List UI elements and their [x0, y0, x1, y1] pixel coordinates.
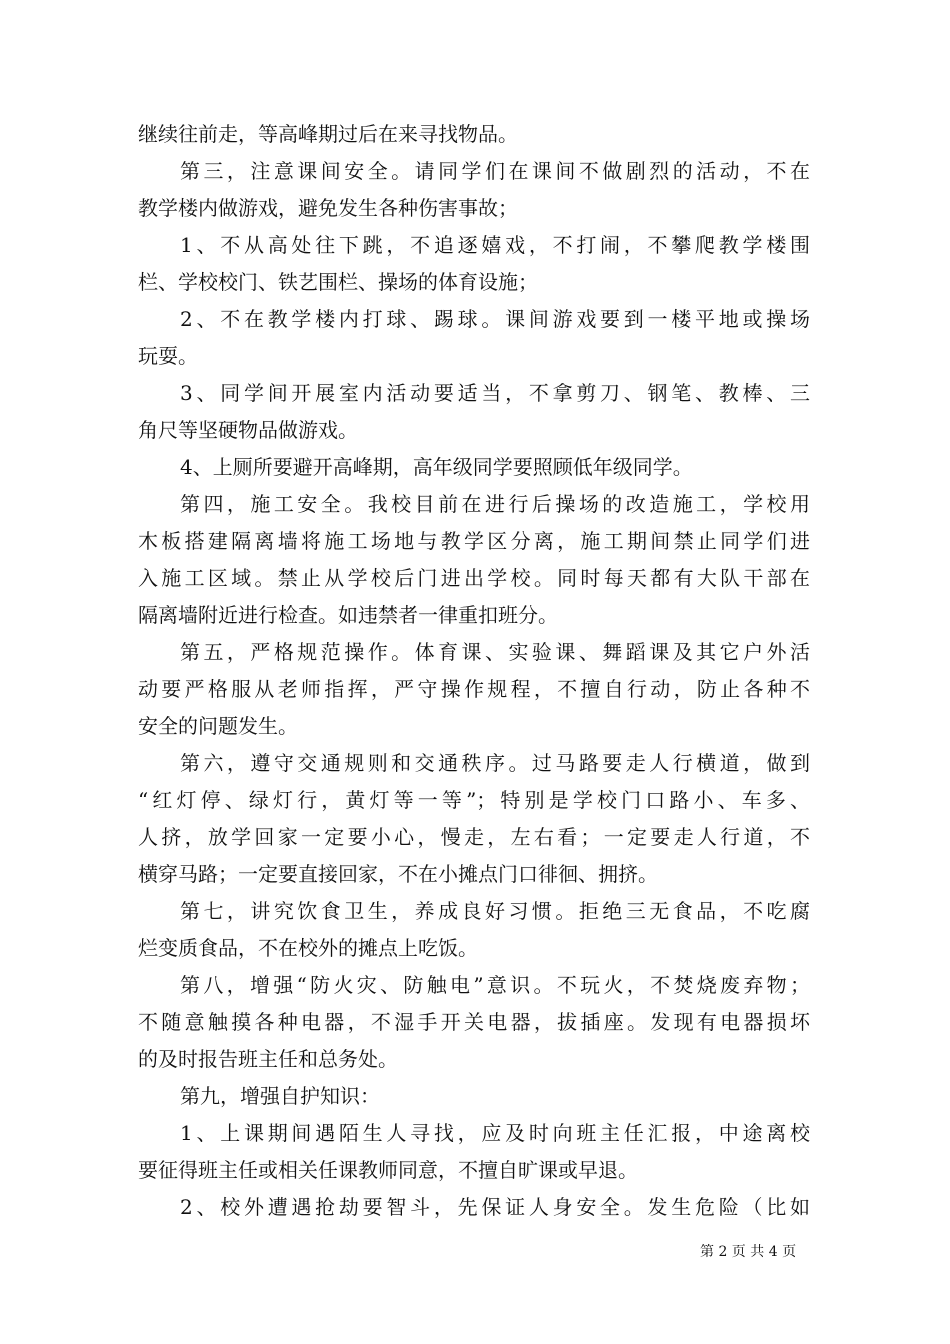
text-line: 栏、学校校门、铁艺围栏、操场的体育设施；	[138, 270, 538, 294]
text-line: 第四，施工安全。我校目前在进行后操场的改造施工，学校用	[180, 492, 810, 516]
text-line: 第九，增强自护知识：	[180, 1084, 380, 1108]
text-line: 的及时报告班主任和总务处。	[138, 1047, 398, 1071]
text-line: 入施工区域。禁止从学校后门进出学校。同时每天都有大队干部在	[138, 566, 810, 590]
text-line: 4、上厕所要避开高峰期，高年级同学要照顾低年级同学。	[180, 455, 693, 479]
text-line: 第八，增强“防火灾、防触电”意识。不玩火，不焚烧废弃物；	[180, 973, 810, 997]
text-line: 烂变质食品，不在校外的摊点上吃饭。	[138, 936, 478, 960]
text-line: 玩耍。	[138, 344, 198, 368]
text-line: 第五，严格规范操作。体育课、实验课、舞蹈课及其它户外活	[180, 640, 810, 664]
text-line: 第七，讲究饮食卫生，养成良好习惯。拒绝三无食品，不吃腐	[180, 899, 810, 923]
text-line: 3、同学间开展室内活动要适当，不拿剪刀、钢笔、教棒、三	[180, 381, 810, 405]
text-line: 安全的问题发生。	[138, 714, 298, 738]
text-line: 横穿马路；一定要直接回家，不在小摊点门口徘徊、拥挤。	[138, 862, 658, 886]
page-number-footer: 第 2 页 共 4 页	[700, 1244, 797, 1260]
text-line: 第六，遵守交通规则和交通秩序。过马路要走人行横道，做到	[180, 751, 810, 775]
text-line: 2、校外遭遇抢劫要智斗，先保证人身安全。发生危险（比如	[180, 1195, 810, 1219]
text-line: 木板搭建隔离墙将施工场地与教学区分离，施工期间禁止同学们进	[138, 529, 810, 553]
text-line: 1、不从高处往下跳，不追逐嬉戏，不打闹，不攀爬教学楼围	[180, 233, 810, 257]
text-line: 要征得班主任或相关任课教师同意，不擅自旷课或早退。	[138, 1158, 638, 1182]
text-line: 第三，注意课间安全。请同学们在课间不做剧烈的活动，不在	[180, 159, 810, 183]
text-line: “红灯停、绿灯行，黄灯等一等”；特别是学校门口路小、车多、	[138, 788, 810, 812]
text-line: 动要严格服从老师指挥，严守操作规程，不擅自行动，防止各种不	[138, 677, 810, 701]
text-line: 教学楼内做游戏，避免发生各种伤害事故；	[138, 196, 518, 220]
text-line: 2、不在教学楼内打球、踢球。课间游戏要到一楼平地或操场	[180, 307, 810, 331]
text-line: 隔离墙附近进行检查。如违禁者一律重扣班分。	[138, 603, 558, 627]
text-line: 不随意触摸各种电器，不湿手开关电器，拔插座。发现有电器损坏	[138, 1010, 810, 1034]
text-line: 角尺等坚硬物品做游戏。	[138, 418, 358, 442]
text-line: 继续往前走，等高峰期过后在来寻找物品。	[138, 122, 518, 146]
text-line: 人挤，放学回家一定要小心，慢走，左右看；一定要走人行道，不	[138, 825, 810, 849]
text-line: 1、上课期间遇陌生人寻找，应及时向班主任汇报，中途离校	[180, 1121, 810, 1145]
